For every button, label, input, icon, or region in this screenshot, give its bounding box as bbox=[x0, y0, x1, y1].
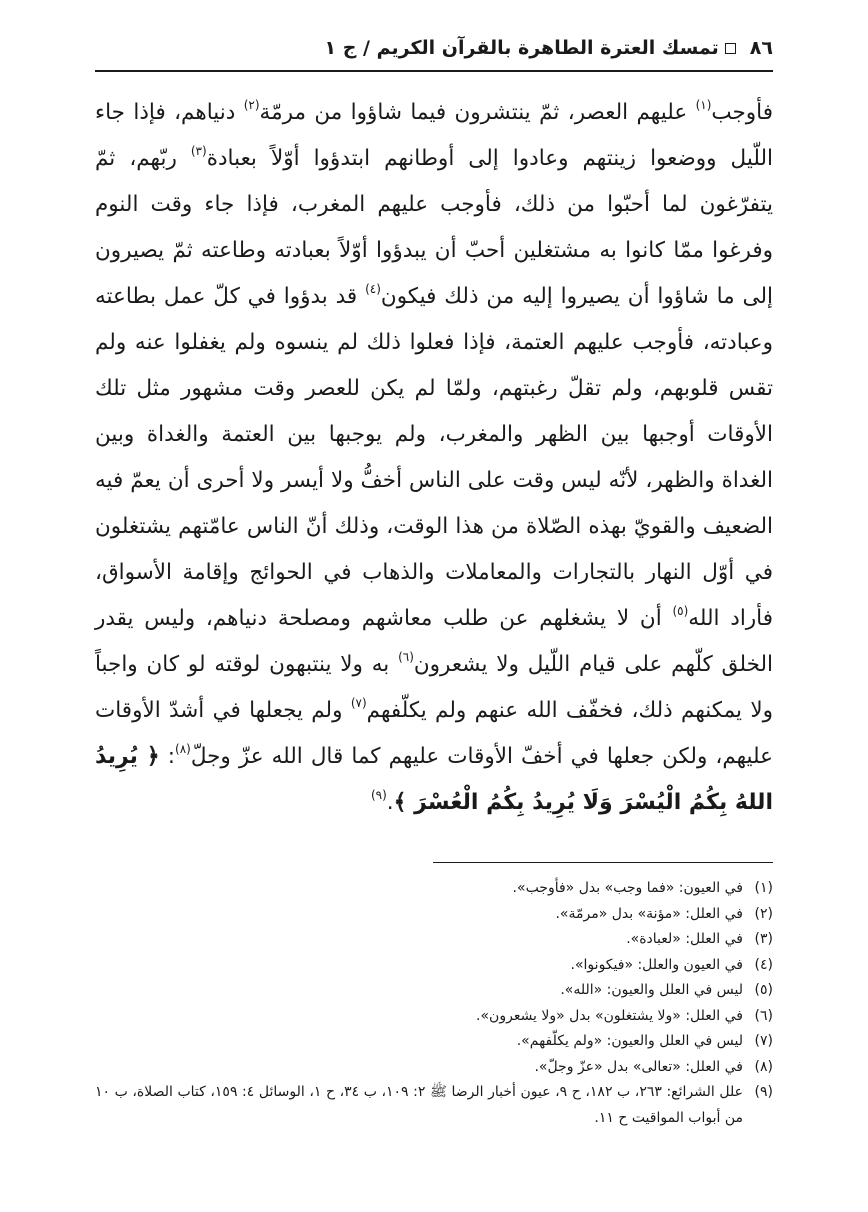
text-segment: ولم يجعلها في أشدّ الأوقات عليهم، ولكن جعلها في أخفّ الأوقات عليهم كما قال الله عزّ وجلّ bbox=[95, 698, 773, 769]
quran-verse: ﴿ يُرِيدُ اللهُ بِكُمُ الْيُسْرَ وَلَا يُرِيدُ بِكُمُ الْعُسْرَ ﴾ bbox=[95, 744, 773, 815]
footnote-number: (٦) bbox=[754, 1007, 773, 1024]
book-title: تمسك العترة الطاهرة بالقرآن الكريم / ج ١ bbox=[324, 37, 719, 59]
footnote-ref-7: (٧) bbox=[350, 696, 367, 710]
footnote-ref-6: (٦) bbox=[398, 650, 414, 664]
footnote-rule bbox=[433, 862, 773, 863]
footnote-number: (٧) bbox=[754, 1033, 773, 1049]
running-header bbox=[95, 30, 773, 66]
footnote bbox=[95, 927, 773, 953]
footnote bbox=[95, 1055, 773, 1081]
text-segment: به ولا ينتبهون لوقته لو كان واجباً ولا يمكنهم ذلك، فخفّف الله عنهم ولم يكلّفهم bbox=[95, 652, 773, 723]
footnote-text: في العيون: «فما وجب» بدل «فأوجب». bbox=[512, 880, 743, 896]
footnote-ref-2: (٢) bbox=[243, 98, 260, 112]
footnote-text: في العلل: «ولا يشتغلون» بدل «ولا يشعرون». bbox=[476, 1007, 743, 1024]
footnote-number: (٢) bbox=[754, 905, 773, 922]
main-text bbox=[95, 90, 773, 826]
footnote-text: ليس في العلل والعيون: «الله». bbox=[560, 982, 743, 998]
footnote-ref-4: (٤) bbox=[365, 282, 381, 296]
footnote-text: ليس في العلل والعيون: «ولم يكلّفهم». bbox=[516, 1033, 743, 1049]
footnote-ref-9: (٩) bbox=[370, 788, 387, 802]
footnote bbox=[95, 1029, 773, 1055]
footnote-number: (١) bbox=[754, 880, 773, 896]
footnote bbox=[95, 1004, 773, 1030]
header-rule bbox=[95, 70, 773, 72]
text-segment: دنياهم، فإذا جاء اللّيل ووضعوا زينتهم وعادوا إلى أوطانهم ابتدؤوا أوّلاً بعبادة bbox=[95, 100, 773, 171]
footnotes bbox=[95, 876, 773, 1131]
text-segment: أن لا يشغلهم عن طلب معاشهم ومصلحة دنياهم، وليس يقدر الخلق كلّهم على قيام اللّيل ولا يشعرون bbox=[95, 606, 773, 677]
footnote-number: (٥) bbox=[754, 982, 773, 998]
text-segment: عليهم العصر، ثمّ ينتشرون فيما شاؤوا من مرمّة bbox=[259, 100, 696, 125]
text-segment: . bbox=[386, 790, 394, 815]
text-segment: قد بدؤوا في كلّ عمل بطاعته وعبادته، فأوجب عليهم العتمة، فإذا فعلوا ذلك لم ينسوه ولم يغفلوا عنه ولم تقس قلوبهم، ولم تقلّ رغبتهم، ولمّا لم يكن للعصر وقت مشهور مثل تلك الأوقات أوجبها بين الظهر والمغرب، ولم يوجبها بين العتمة والغداة وبين الغداة والظهر، لأنّه ليس وقت على الناس أخفُّ ولا أيسر ولا أحرى أن يعمّ فيه الضعيف والقويّ بهذه الصّلاة من هذا الوقت، وذلك أنّ الناس عامّتهم يشتغلون في أوّل النهار بالتجارات والمعاملات والذهاب في الحوائج وإقامة الأسواق، فأراد الله bbox=[95, 284, 773, 631]
footnote-text: في العلل: «مؤنة» بدل «مرمّة». bbox=[555, 905, 743, 922]
footnote bbox=[95, 1080, 773, 1131]
footnote-ref-8: (٨) bbox=[175, 742, 191, 756]
text-segment: : bbox=[159, 744, 175, 769]
footnote bbox=[95, 902, 773, 928]
footnote bbox=[95, 953, 773, 979]
text-segment: ربّهم، ثمّ يتفرّغون لما أحبّوا من ذلك، فأوجب عليهم المغرب، فإذا جاء وقت النوم وفرغوا ممّا كانوا به مشتغلين أحبّ أن يبدؤوا أوّلاً بعبادته وطاعته ثمّ يصيرون إلى ما شاؤوا أن يصيروا إليه من ذلك فيكون bbox=[95, 146, 773, 309]
footnote-ref-5: (٥) bbox=[672, 604, 689, 618]
square-bullet-icon bbox=[725, 43, 736, 54]
footnote-ref-1: (١) bbox=[695, 98, 712, 112]
main-paragraph bbox=[95, 90, 773, 826]
footnote-number: (٨) bbox=[754, 1058, 773, 1075]
footnote-text: في العلل: «لعبادة». bbox=[626, 931, 743, 947]
footnote-number: (٤) bbox=[754, 956, 773, 973]
footnote-ref-3: (٣) bbox=[190, 144, 207, 158]
footnote bbox=[95, 876, 773, 902]
page-number: ٨٦ bbox=[749, 37, 773, 59]
footnote-number: (٣) bbox=[754, 931, 773, 947]
footnote-text: في العيون والعلل: «فيكونوا». bbox=[570, 956, 743, 973]
text-segment: فأوجب bbox=[711, 100, 774, 125]
footnote-number: (٩) bbox=[754, 1084, 773, 1100]
footnote-text: علل الشرائع: ٢٦٣، ب ١٨٢، ح ٩، عيون أخبار الرضا ﷺ ٢: ١٠٩، ب ٣٤، ح ١، الوسائل ٤: ١٥٩، كتاب الصلاة، ب ١٠ من أبواب المواقيت ح ١١. bbox=[95, 1084, 743, 1126]
footnote bbox=[95, 978, 773, 1004]
footnote-text: في العلل: «تعالى» بدل «عزّ وجلّ». bbox=[534, 1058, 743, 1075]
